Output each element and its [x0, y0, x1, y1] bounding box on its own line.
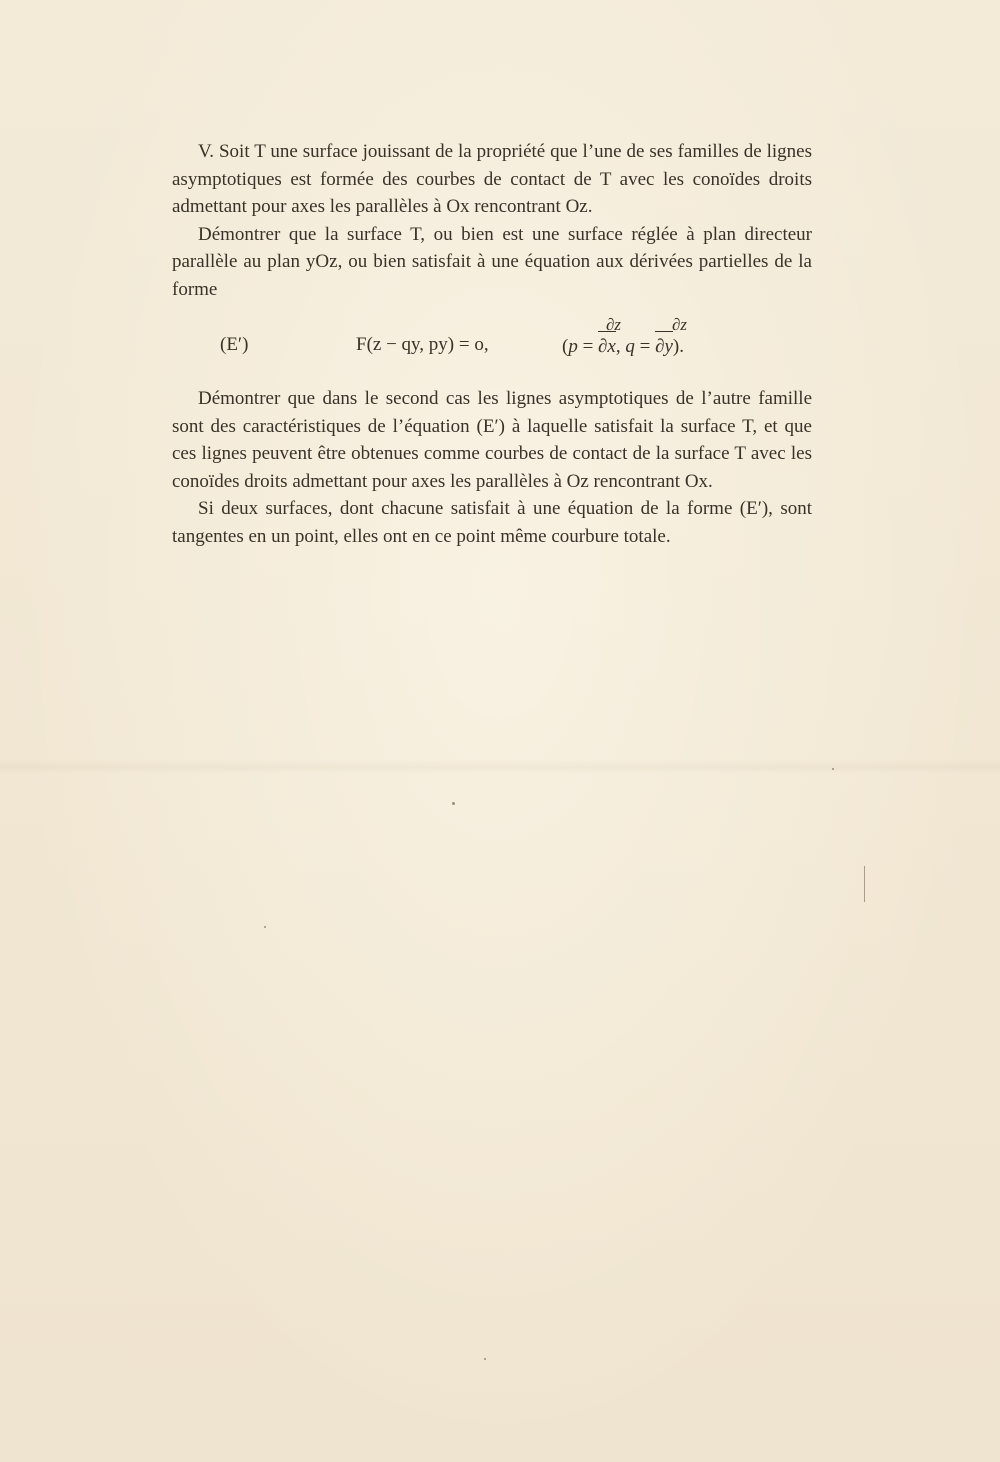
equation-main: F(z − qy, py) = o,: [356, 334, 489, 355]
paragraph-demonstrate-1: Démontrer que la surface T, ou bien est une surface réglée à plan directeur parallèle au plan yOz, ou bien satisfait à une équation aux dérivées partielles de la forme: [172, 223, 812, 300]
paper-speck: [452, 802, 455, 805]
paper-speck: [484, 1358, 486, 1360]
paragraph-curvature: Si deux surfaces, dont chacune satisfait à une équation de la forme (E′), sont tangentes en un point, elles ont en ce point même courbure totale.: [172, 498, 812, 547]
equation-definition: [562, 331, 684, 361]
equation-label: (E′): [220, 334, 249, 355]
partial-denominator-1: ∂x: [598, 331, 616, 361]
partial-denominator-2: ∂y: [655, 331, 673, 361]
problem-text: [172, 138, 812, 550]
paper-mark: [864, 866, 865, 902]
partial-numerator-1: ∂z: [606, 315, 622, 334]
definition-q: q = ∂y).: [625, 336, 684, 357]
paper-speck: [832, 768, 834, 770]
equation-block: [172, 311, 812, 373]
paragraph-intro: V. Soit T une surface jouissant de la propriété que l’une de ses familles de lignes asymptotiques est formée des courbes de contact de T avec les conoïdes droits admettant pour axes les parallèles à Ox rencontrant Oz.: [172, 141, 812, 217]
definition-p: (p = ∂x,: [562, 336, 625, 357]
partial-numerator-2: ∂z: [672, 315, 688, 334]
paragraph-demonstrate-2: Démontrer que dans le second cas les lignes asymptotiques de l’autre famille sont des caractéristiques de l’équation (E′) à laquelle satisfait la surface T, et que ces lignes peuvent être obtenues comme courbes de contact de la surface T avec les conoïdes droits admettant pour axes les parallèles à Oz rencontrant Ox.: [172, 388, 812, 492]
paper-speck: [264, 926, 266, 928]
paper-fold: [0, 760, 1000, 774]
